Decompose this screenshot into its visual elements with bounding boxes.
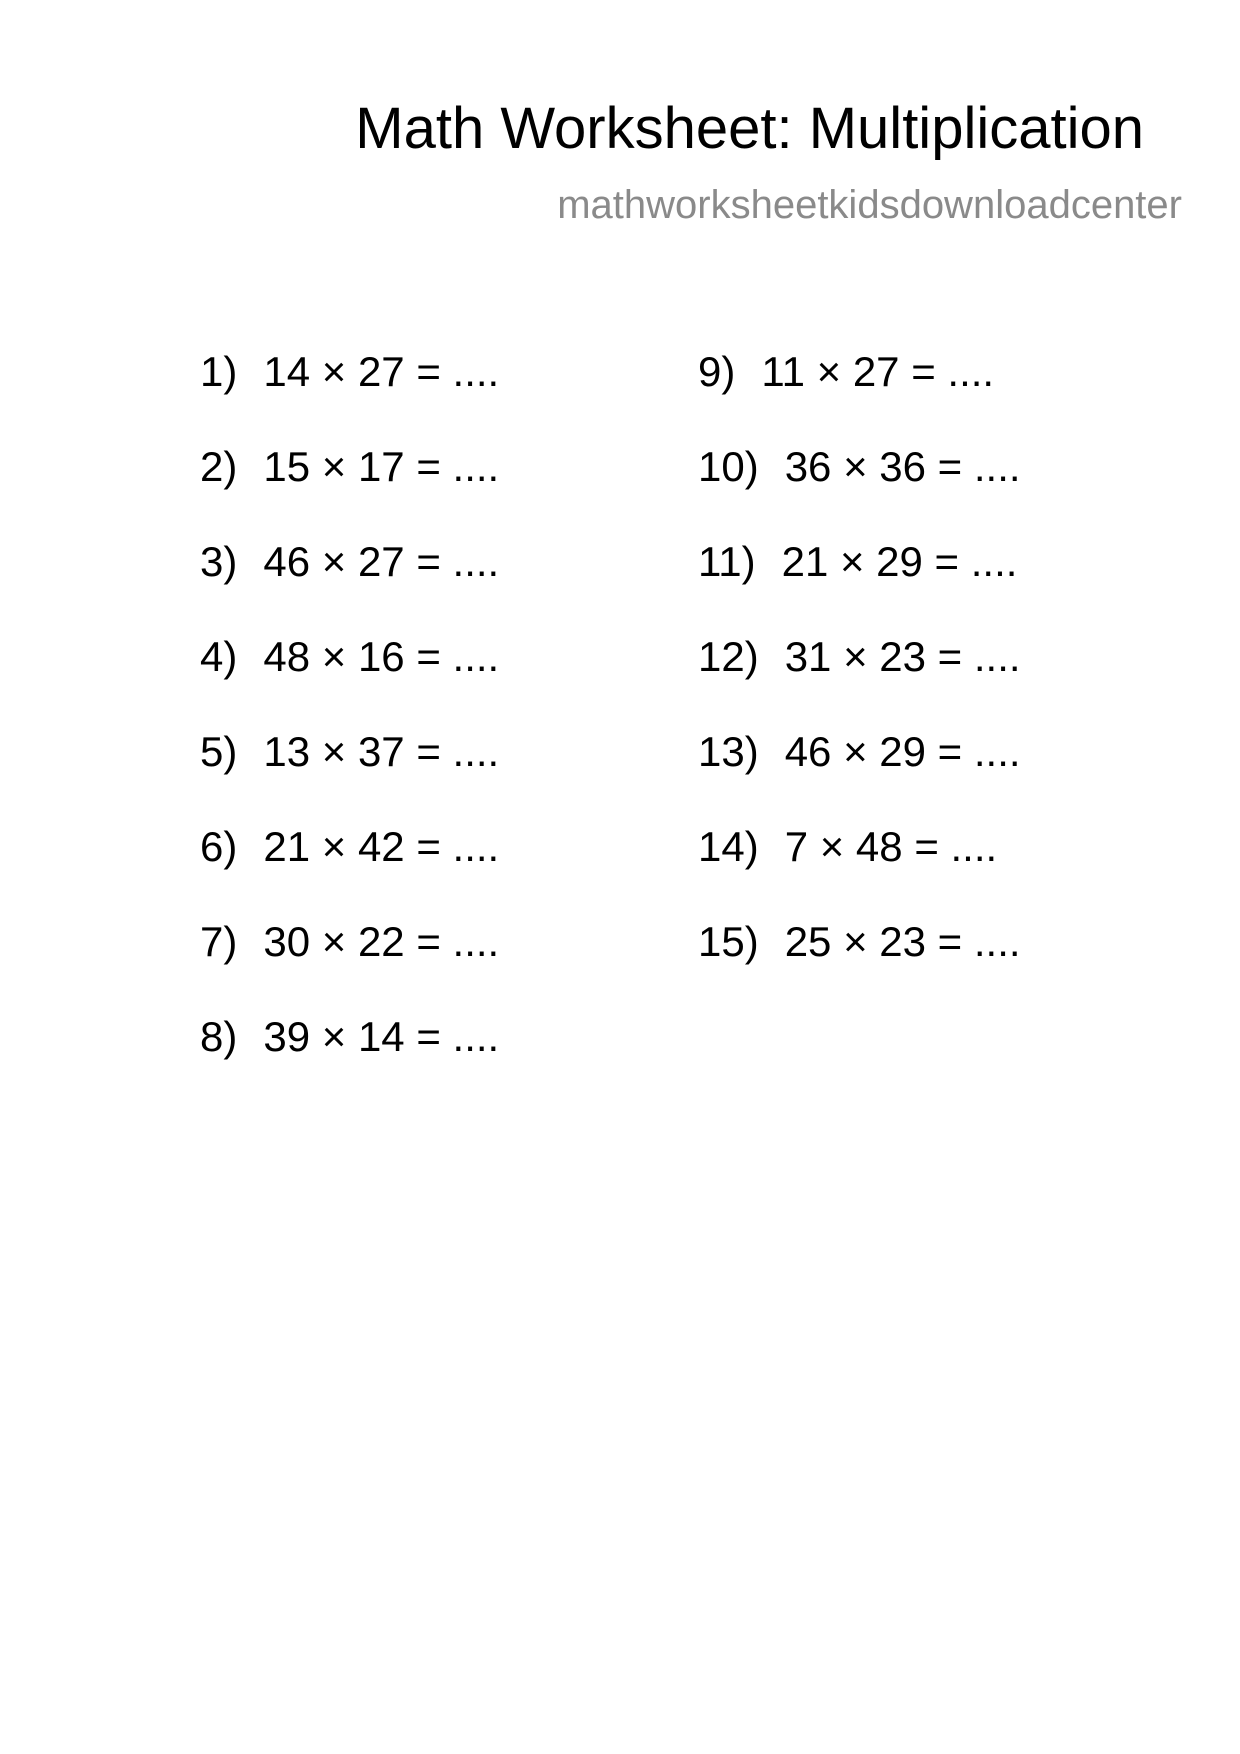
problem-item: [698, 728, 1021, 823]
problem-number: 7): [200, 918, 238, 965]
problem-item: [200, 538, 499, 633]
problem-item: [698, 538, 1021, 633]
problem-expression: 30 × 22 = ....: [263, 918, 500, 965]
problems-column-left: [200, 348, 499, 1108]
problem-number: 13): [698, 728, 759, 775]
problem-number: 11): [698, 538, 756, 585]
problem-number: 3): [200, 538, 238, 585]
problem-expression: 46 × 27 = ....: [263, 538, 500, 585]
problem-item: [698, 633, 1021, 728]
problem-expression: 25 × 23 = ....: [784, 918, 1021, 965]
problem-number: 9): [698, 348, 736, 395]
problem-item: [200, 1013, 499, 1108]
problem-expression: 31 × 23 = ....: [784, 633, 1021, 680]
problem-expression: 15 × 17 = ....: [263, 443, 500, 490]
problem-number: 2): [200, 443, 238, 490]
problem-expression: 39 × 14 = ....: [263, 1013, 500, 1060]
problem-item: [200, 728, 499, 823]
problem-item: [200, 823, 499, 918]
problem-expression: 48 × 16 = ....: [263, 633, 500, 680]
problem-expression: 21 × 29 = ....: [781, 538, 1018, 585]
problem-item: [698, 348, 1021, 443]
problem-expression: 46 × 29 = ....: [784, 728, 1021, 775]
problem-expression: 7 × 48 = ....: [784, 823, 998, 870]
problem-number: 8): [200, 1013, 238, 1060]
problems-column-right: [698, 348, 1021, 1013]
problem-expression: 36 × 36 = ....: [784, 443, 1021, 490]
problem-number: 10): [698, 443, 759, 490]
problem-item: [200, 918, 499, 1013]
problem-expression: 14 × 27 = ....: [263, 348, 500, 395]
problem-expression: 11 × 27 = ....: [761, 348, 995, 395]
problem-item: [698, 443, 1021, 538]
problem-number: 5): [200, 728, 238, 775]
problem-expression: 13 × 37 = ....: [263, 728, 500, 775]
problem-item: [698, 918, 1021, 1013]
problem-expression: 21 × 42 = ....: [263, 823, 500, 870]
problem-item: [200, 443, 499, 538]
problem-item: [200, 348, 499, 443]
problem-number: 14): [698, 823, 759, 870]
problem-item: [698, 823, 1021, 918]
source-subtitle: mathworksheetkidsdownloadcenter: [557, 183, 1182, 227]
page-title: Math Worksheet: Multiplication: [355, 96, 1144, 161]
problem-number: 15): [698, 918, 759, 965]
problem-number: 6): [200, 823, 238, 870]
problem-number: 1): [200, 348, 238, 395]
problem-number: 4): [200, 633, 238, 680]
problem-item: [200, 633, 499, 728]
problem-number: 12): [698, 633, 759, 680]
